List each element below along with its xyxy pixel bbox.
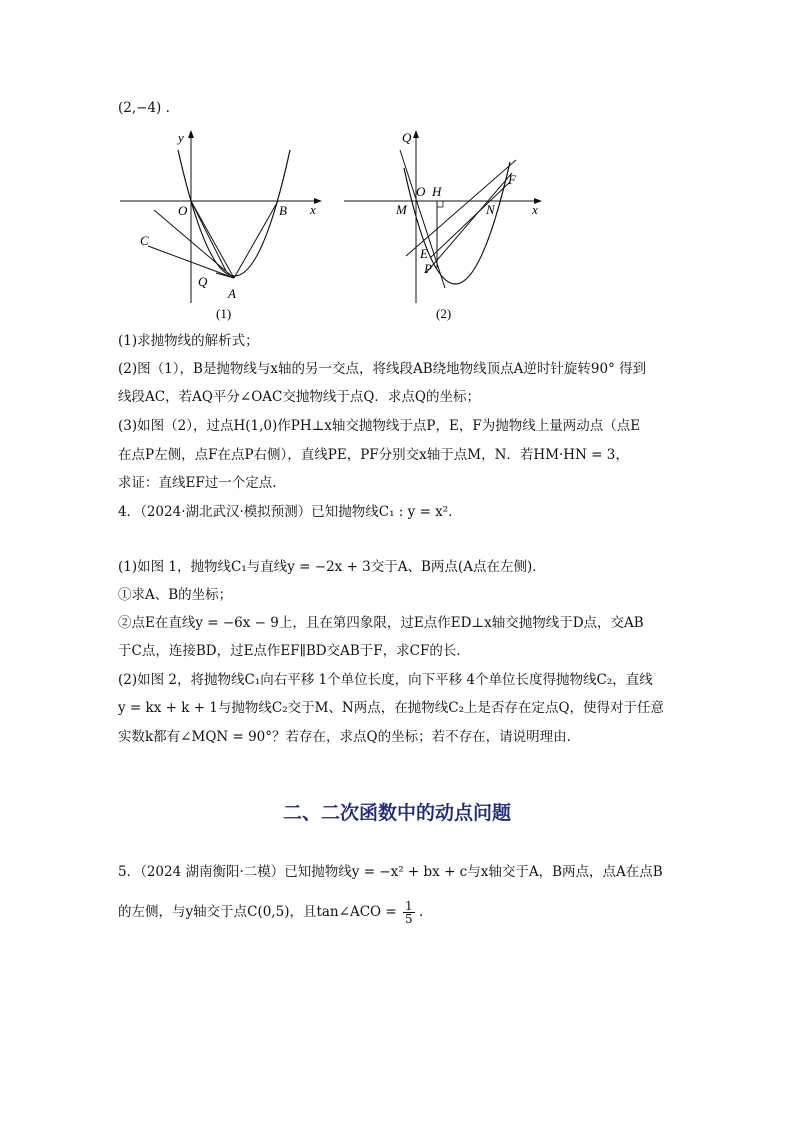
fig1-point-b: B: [279, 203, 287, 218]
p5-line-2-text: 的左侧，与y轴交于点C(0,5)，且tan∠ACO =: [118, 904, 397, 920]
p5-line-2: [118, 900, 423, 925]
p3-question-1: (1)求抛物线的解析式；: [118, 333, 259, 349]
p5-line-1: 5．（2024 湖南衡阳·二模）已知抛物线y = −x² + bx + c与x轴交于A，B两点，点A在点B: [118, 864, 663, 880]
figure-2-parabola: [340, 128, 550, 323]
fig2-point-f: F: [508, 172, 516, 187]
p3-question-3-line-2: 在点P左侧，点F在点P右侧），直线PE，PF分别交x轴于点M，N．若HM·HN = 3，: [118, 447, 629, 463]
p3-question-3-line-3: 求证：直线EF过一个定点．: [118, 475, 286, 491]
p5-line-2-end: .: [418, 904, 424, 920]
fig1-point-q: Q: [198, 274, 208, 289]
fig2-point-p: P: [424, 261, 432, 276]
p5-fraction: [403, 900, 415, 925]
fig2-q-axis-label: Q: [402, 130, 412, 145]
p4-question-1a: ①求A、B的坐标；: [118, 587, 233, 603]
fig2-point-m: M: [396, 202, 407, 217]
fig2-point-o: O: [416, 184, 426, 199]
p4-question-2-line-1: (2)如图 2，将抛物线C₁向右平移 1个单位长度，向下平移 4个单位长度得抛物线C₂，直线: [118, 672, 653, 688]
p3-question-2-line-1: (2)图（1），B是抛物线与x轴的另一交点，将线段AB绕地物线顶点A逆时针旋转90° 得到: [118, 361, 647, 377]
figure-1-parabola: [118, 128, 328, 323]
fig1-point-o: O: [178, 203, 188, 218]
fig2-point-h: H: [432, 184, 442, 199]
p4-question-2-line-2: y = kx + k + 1与抛物线C₂交于M、N两点，在抛物线C₂上是否存在定点Q，使得对于任意: [118, 700, 665, 716]
p5-fraction-numerator: 1: [405, 899, 413, 913]
p3-question-2-line-2: 线段AC，若AQ平分∠OAC交抛物线于点Q．求点Q的坐标；: [118, 389, 480, 405]
fig1-x-label: x: [310, 202, 316, 217]
p5-fraction-denominator: 5: [405, 912, 413, 926]
fig2-x-label: x: [532, 202, 538, 217]
fig2-caption: (2): [436, 306, 452, 321]
fig1-caption: (1): [216, 306, 232, 321]
section-title: 二、二次函数中的动点问题: [282, 802, 511, 824]
p4-header: 4．（2024·湖北武汉·模拟预测）已知抛物线C₁ : y = x²．: [118, 504, 462, 520]
fig2-point-n: N: [486, 202, 495, 217]
p4-question-1b-line-1: ②点E在直线y = −6x − 9上，且在第四象限，过E点作ED⊥x轴交抛物线于D点，交AB: [118, 615, 644, 631]
p3-question-3-line-1: (3)如图（2），过点H(1,0)作PH⊥x轴交抛物线于点P，E，F为抛物线上量两动点（点E: [118, 418, 641, 434]
previous-answer-point: (2,−4) .: [118, 100, 170, 116]
p4-question-1: (1)如图 1，抛物线C₁与直线y = −2x + 3交于A、B两点(A点在左侧)．: [118, 559, 546, 575]
p4-question-1b-line-2: 于C点，连接BD，过E点作EF∥BD交AB于F，求CF的长．: [118, 643, 470, 659]
fig1-y-label: y: [178, 130, 184, 145]
fig2-point-e: E: [420, 246, 428, 261]
p4-question-2-line-3: 实数k都有∠MQN = 90°？若存在，求点Q的坐标；若不存在，请说明理由．: [118, 729, 581, 745]
fig1-point-c: C: [140, 233, 149, 248]
fig1-point-a: A: [228, 286, 236, 301]
